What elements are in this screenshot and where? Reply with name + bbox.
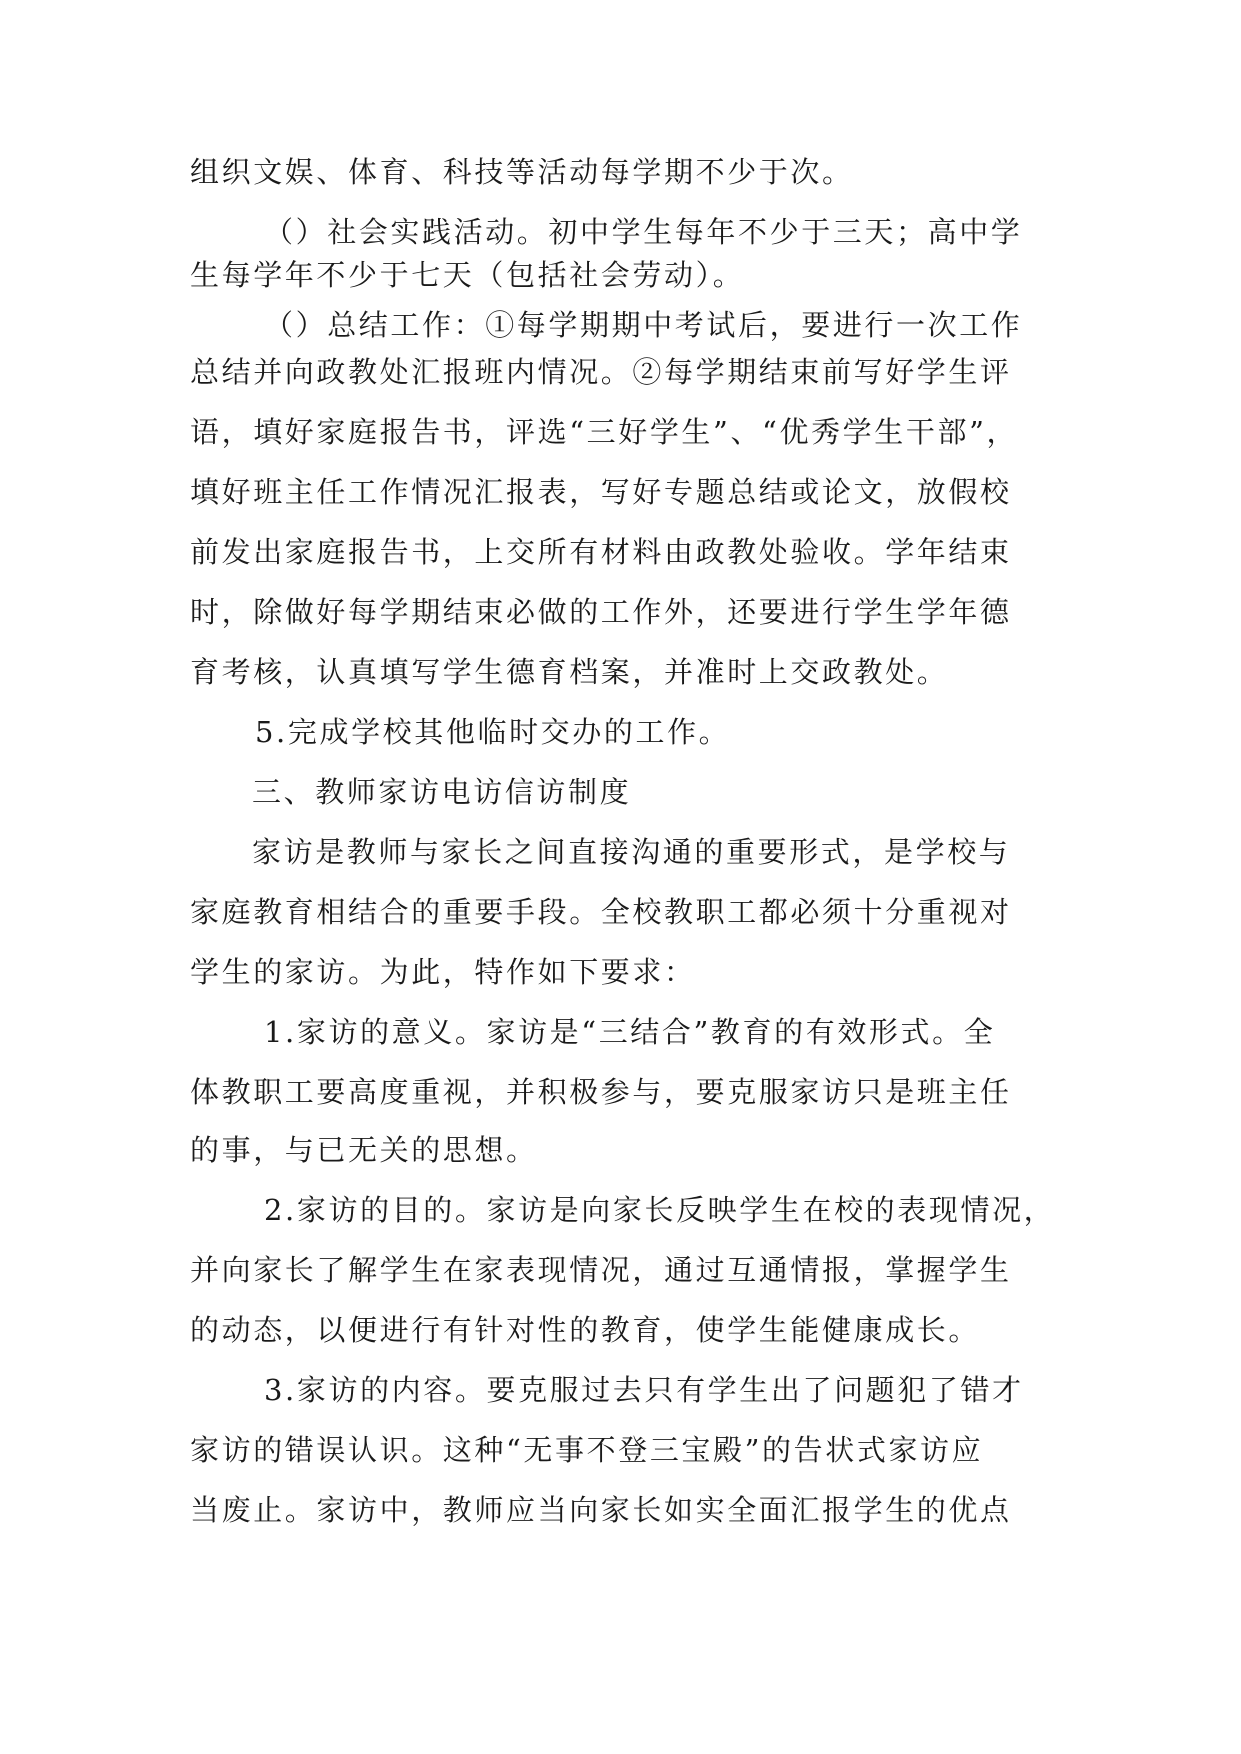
text-line: 1.家访的意义。家访是“三结合”教育的有效形式。全 [264,1015,996,1049]
text-line: 体教职工要高度重视，并积极参与，要克服家访只是班主任 [190,1075,1012,1109]
text-line: 育考核，认真填写学生德育档案，并准时上交政教处。 [190,655,949,689]
text-line: 组织文娱、体育、科技等活动每学期不少于次。 [190,155,854,189]
text-line: 生每学年不少于七天（包括社会劳动）。 [190,258,745,292]
text-line: 学生的家访。为此，特作如下要求： [190,955,696,989]
text-line: 时，除做好每学期结束必做的工作外，还要进行学生学年德 [190,595,1012,629]
text-line: 并向家长了解学生在家表现情况，通过互通情报，掌握学生 [190,1253,1012,1287]
text-line: 语，填好家庭报告书，评选“三好学生”、“优秀学生干部”， [190,415,1019,449]
text-line: （）社会实践活动。初中学生每年不少于三天；高中学 [264,215,1023,249]
text-line: 2.家访的目的。家访是向家长反映学生在校的表现情况， [264,1193,1056,1227]
text-line: 家访是教师与家长之间直接沟通的重要形式，是学校与 [252,835,1011,869]
text-line: 填好班主任工作情况汇报表，写好专题总结或论文，放假校 [190,475,1012,509]
text-line: 总结并向政教处汇报班内情况。②每学期结束前写好学生评 [190,355,1012,389]
text-line: 家访的错误认识。这种“无事不登三宝殿”的告状式家访应 [190,1433,984,1467]
text-line: 的事，与已无关的思想。 [190,1133,538,1167]
text-line: 家庭教育相结合的重要手段。全校教职工都必须十分重视对 [190,895,1012,929]
text-line: 当废止。家访中，教师应当向家长如实全面汇报学生的优点 [190,1493,1012,1527]
section-heading: 三、教师家访电访信访制度 [252,775,632,809]
text-line: 3.家访的内容。要克服过去只有学生出了问题犯了错才 [264,1373,1024,1407]
text-line: （）总结工作：①每学期期中考试后，要进行一次工作 [264,308,1023,342]
text-line: 前发出家庭报告书，上交所有材料由政教处验收。学年结束 [190,535,1012,569]
text-line: 的动态，以便进行有针对性的教育，使学生能健康成长。 [190,1313,981,1347]
text-line: 5.完成学校其他临时交办的工作。 [255,715,731,749]
